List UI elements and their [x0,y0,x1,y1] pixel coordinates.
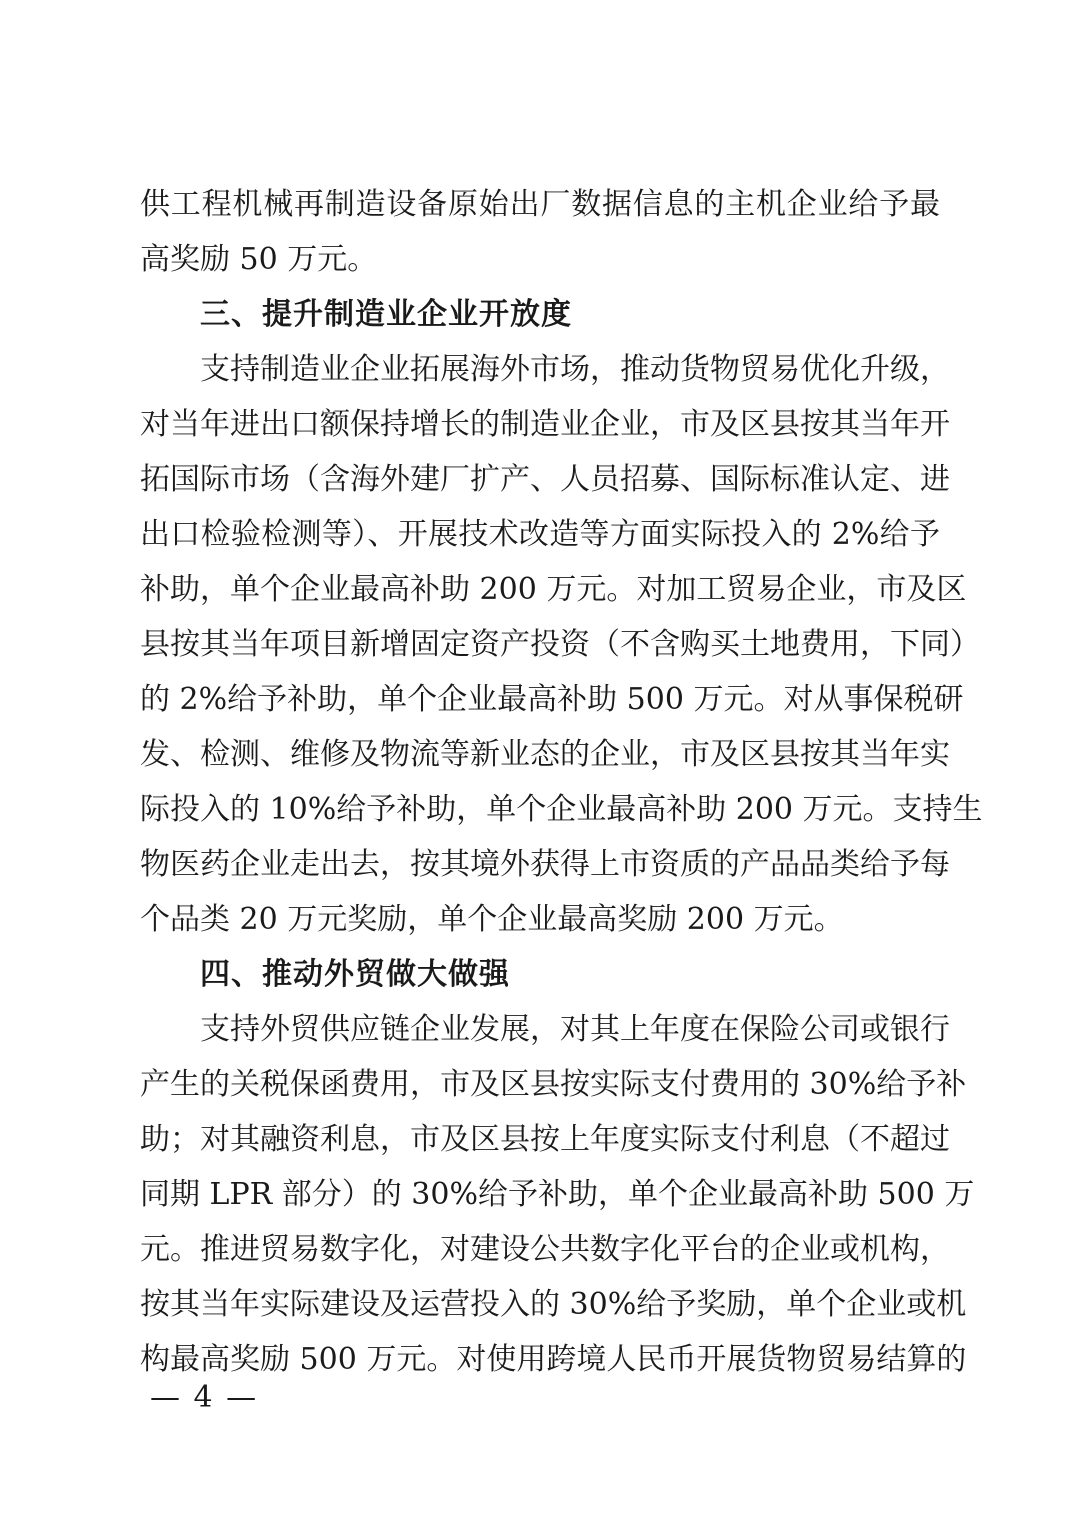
body-text-line: 支持外贸供应链企业发展，对其上年度在保险公司或银行 [200,1012,950,1047]
body-text-line: 发、检测、维修及物流等新业态的企业，市及区县按其当年实 [140,737,950,772]
body-text-line: 对当年进出口额保持增长的制造业企业，市及区县按其当年开 [140,407,950,442]
body-text-line: 个品类 20 万元奖励，单个企业最高奖励 200 万元。 [140,902,844,937]
body-text-line: 县按其当年项目新增固定资产投资（不含购买土地费用，下同） [140,627,980,662]
body-text-line: 的 2%给予补助，单个企业最高补助 500 万元。对从事保税研 [140,682,964,717]
body-text-line: 支持制造业企业拓展海外市场，推动货物贸易优化升级， [200,352,950,387]
body-text-line: 产生的关税保函费用，市及区县按实际支付费用的 30%给予补 [140,1067,967,1102]
body-text-line: 供工程机械再制造设备原始出厂数据信息的主机企业给予最 [140,187,940,222]
body-text-line: 高奖励 50 万元。 [140,242,378,277]
section-heading: 四、推动外贸做大做强 [200,957,510,992]
body-text-line: 构最高奖励 500 万元。对使用跨境人民币开展货物贸易结算的 [140,1342,967,1377]
body-text-line: 元。推进贸易数字化，对建设公共数字化平台的企业或机构， [140,1232,950,1267]
body-text-line: 拓国际市场（含海外建厂扩产、人员招募、国际标准认定、进 [140,462,950,497]
page-number: — 4 — [150,1380,259,1415]
body-text-line: 同期 LPR 部分）的 30%给予补助，单个企业最高补助 500 万 [140,1177,975,1212]
section-heading: 三、提升制造业企业开放度 [200,297,572,332]
body-text-line: 物医药企业走出去，按其境外获得上市资质的产品品类给予每 [140,847,950,882]
body-text-line: 补助，单个企业最高补助 200 万元。对加工贸易企业，市及区 [140,572,967,607]
body-text-line: 际投入的 10%给予补助，单个企业最高补助 200 万元。支持生 [140,792,983,827]
body-text-line: 助；对其融资利息，市及区县按上年度实际支付利息（不超过 [140,1122,950,1157]
body-text-line: 按其当年实际建设及运营投入的 30%给予奖励，单个企业或机 [140,1287,967,1322]
body-text-line: 出口检验检测等）、开展技术改造等方面实际投入的 2%给予 [140,517,940,552]
